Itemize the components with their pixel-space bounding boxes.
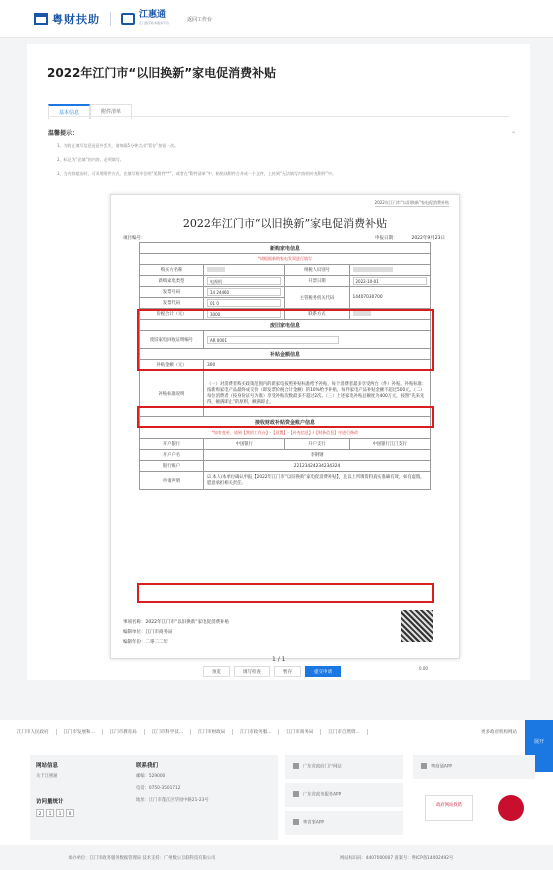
sponsor-text: 承办单位：江门市政务服务数据管理局 技术支持：广州数公互联科技有限公司 xyxy=(68,856,216,861)
old-cert-label: 废旧家电回收证明编号 xyxy=(140,331,204,349)
account-no-label: 银行账户 xyxy=(140,461,204,472)
gov-link[interactable]: 江门市科学技... xyxy=(145,729,191,735)
contact-title: 联系我们 xyxy=(136,763,159,769)
gov-error-badge[interactable]: 政府网站找错 xyxy=(425,795,473,821)
apply-date: 2022年9月23日 xyxy=(411,236,445,241)
unit-name: 编制单位：江门市商务局 xyxy=(123,630,173,635)
amount-field: 300 xyxy=(204,360,431,371)
app-icon xyxy=(421,763,427,769)
gov-link[interactable]: 江门市政务服... xyxy=(233,729,279,735)
invoice-code-label: 发票代码 xyxy=(140,298,204,309)
zip: 邮编：529000 xyxy=(136,774,166,779)
page-title: 2022年江门市“以旧换新”家电促消费补贴 xyxy=(47,66,277,80)
building-icon xyxy=(34,13,48,25)
tip-item: 1、为防止填写信息因意外丢失，请每隔5分钟点击“暂存”按钮一次。 xyxy=(57,143,179,148)
portal-icon xyxy=(293,763,299,769)
about-link[interactable]: 关于江惠通 xyxy=(36,774,58,779)
preview-button[interactable]: 预览 xyxy=(203,666,230,677)
expand-button[interactable]: 展开 xyxy=(525,720,553,772)
declaration-checkbox[interactable]: ☑ 本人/本单位确认申报【2022年江门市“以旧换新”家电促消费补贴】，且以上所填资料真实准确有效，如有虚假，愿意承担相关责任。 xyxy=(204,472,431,490)
link-gd-portal[interactable]: 广东省政府门户网站 xyxy=(285,755,403,779)
gov-link[interactable]: 江门市自然资... xyxy=(321,729,367,735)
counter-digit: 1 xyxy=(56,809,64,817)
type-select[interactable]: 电视机 xyxy=(204,276,285,287)
address: 地址：江门市蓬江区华园中路21-23号 xyxy=(136,798,209,803)
doc-header: 2022年江门市“以旧换新”家电促消费补贴 xyxy=(374,200,449,205)
section-amount: 补贴金额信息 xyxy=(140,349,431,360)
declaration-label: 申请声明 xyxy=(140,472,204,490)
total-label: 价税合计（元） xyxy=(140,309,204,320)
amount-label: 补贴金额（元） xyxy=(140,360,204,371)
app-icon xyxy=(293,791,299,797)
account-name-value: 李钢钢 xyxy=(204,450,431,461)
gov-link[interactable]: 江门市商务局 xyxy=(279,729,321,735)
taxpayer-field[interactable] xyxy=(349,265,431,276)
redacted xyxy=(353,267,393,272)
project-no-label: 项目编号： xyxy=(123,236,146,241)
link-ysx[interactable]: 粤省事APP xyxy=(285,811,403,835)
divider xyxy=(110,12,111,26)
doc-title: 2022年江门市“以旧换新”家电促消费补贴 xyxy=(182,217,388,230)
tip-item: 3、当内容超出时，可采用附件方式，在填写框中注明“见附件**”，或者在“附件清单”中，粘贴该附件合并成一个文件，上传到“无法填写内容的补充附件”中。 xyxy=(57,171,336,176)
highlight-box xyxy=(137,309,434,371)
tab-attachments[interactable]: 附件清单 xyxy=(90,104,132,119)
brand-name: 粤财扶助 xyxy=(52,13,100,26)
counter-digit: 1 xyxy=(46,809,54,817)
section-bank: 接收财政补贴资金账户信息 xyxy=(140,417,431,428)
visit-counter xyxy=(36,809,124,817)
branch-value: 中国银行江门支行 xyxy=(349,439,431,450)
section-new: 新购家电信息 xyxy=(140,243,431,254)
invoice-no-field[interactable]: 14 24460 xyxy=(204,287,285,298)
doc-meta xyxy=(123,235,445,241)
phone: 电话：0750-3501712 xyxy=(136,786,181,791)
tips-list xyxy=(57,139,336,181)
jht-logo-icon xyxy=(121,13,135,25)
tip-item: 2、标记为“必填”的内容，必须填写。 xyxy=(57,157,124,162)
link-gd-app[interactable]: 广东省政务服务APP xyxy=(285,783,403,807)
visit-stat-title: 访问量统计 xyxy=(36,799,64,805)
gov-link[interactable]: 江门市发展和... xyxy=(57,729,103,735)
save-draft-button[interactable]: 暂存 xyxy=(274,666,301,677)
type-label: 新购家电类型 xyxy=(140,276,204,287)
redacted xyxy=(207,267,225,272)
standard-label: 补贴标准说明 xyxy=(140,371,204,417)
qr-code xyxy=(401,610,433,642)
invoice-code-field[interactable]: 01 0 xyxy=(204,298,285,309)
highlight-box xyxy=(137,583,434,603)
chevron-down-icon[interactable]: ⌄ xyxy=(510,128,516,135)
action-bar xyxy=(203,666,341,677)
gov-link[interactable]: 江门市财政局 xyxy=(191,729,233,735)
emblem-icon xyxy=(498,795,524,821)
site-info-title: 网站信息 xyxy=(36,763,59,769)
warn-new: *请根据新购家电发票进行填写 xyxy=(140,254,431,265)
bank-label: 开户银行 xyxy=(140,439,204,450)
site-info-box xyxy=(30,755,130,840)
counter-digit: 2 xyxy=(36,809,44,817)
submit-button[interactable]: 提交申请 xyxy=(305,666,341,677)
pager: 1 / 1 xyxy=(272,656,286,663)
account-name-label: 开户户名 xyxy=(140,450,204,461)
total-field[interactable]: 3000 xyxy=(204,309,285,320)
contact-label: 联系方式 xyxy=(285,309,349,320)
apply-date-label: 申报日期： xyxy=(374,236,398,241)
link-yst[interactable]: 粤商通APP xyxy=(413,755,535,779)
bank-value: 中国银行 xyxy=(204,439,285,450)
gov-link[interactable]: 江门市教育局 xyxy=(103,729,145,735)
counter-digit: 0 xyxy=(66,809,74,817)
invoice-date-field[interactable]: 2022-10-01 xyxy=(349,276,431,287)
buyer-label: 购买方名称 xyxy=(140,265,204,276)
account-no-value: 22123424234234324 xyxy=(204,461,431,472)
check-button[interactable]: 填写检查 xyxy=(234,666,270,677)
highlight-box xyxy=(137,406,434,428)
taxpayer-label: 纳税人识别号 xyxy=(285,265,349,276)
old-cert-field[interactable]: AR 0001 xyxy=(204,331,431,349)
return-workbench-link[interactable]: 返回工作台 xyxy=(187,16,213,23)
divider xyxy=(48,116,510,117)
icp-text: 网站标识码：4407000007 备案号：粤ICP备14002492号 xyxy=(340,856,454,861)
gov-link[interactable]: 江门市人民政府 xyxy=(10,729,57,735)
contact-box xyxy=(130,755,278,840)
brand2: 江惠通 江门数字政务服务平台 xyxy=(139,10,170,25)
tips-title: 温馨提示： xyxy=(48,130,79,137)
more-gov-link[interactable]: 更多政府机构网站 xyxy=(481,730,517,735)
tax-org-label: 主管税务机关代码 xyxy=(285,287,349,309)
section-old: 废旧家电信息 xyxy=(140,320,431,331)
main-card xyxy=(27,44,530,680)
gov-links xyxy=(10,729,368,735)
year: 编制年份：二零二二年 xyxy=(123,640,168,645)
zoom-level: 0.00 xyxy=(419,666,428,671)
warn-bank: *如有变更，请到【我的工作台】-【设置】-【补充信息】/【财务信息】中进行修改 xyxy=(140,428,431,439)
bottom-bar xyxy=(0,845,553,870)
tab-basic-info[interactable]: 基本信息 xyxy=(48,104,90,119)
doc-footer xyxy=(123,618,229,648)
buyer-field[interactable] xyxy=(204,265,285,276)
top-bar xyxy=(0,0,553,38)
invoice-no-label: 发票号码 xyxy=(140,287,204,298)
branch-label: 开户支行 xyxy=(285,439,349,450)
item-name: 事项名称：2022年江门市“以旧换新”家电促消费补贴 xyxy=(123,620,230,625)
app-icon xyxy=(293,819,299,825)
tax-org-field[interactable]: 14407030700 xyxy=(349,287,431,309)
invoice-date-label: 开票日期 xyxy=(285,276,349,287)
brand xyxy=(34,11,212,27)
standard-text: （一）对消费者购买政策范围内的新家电按照补贴标准给予补贴，每个消费者最多享受两台（件）补贴。补贴标准：按新购家电产品最终成交价（即发票价税合计金额）的10%给予补贴，每件家电产品补贴金额不超过500元。（二）每位消费者（按身份证号为准）享受补贴次数最多不超过2次。（三）上述家电补贴总额度为400万元，按照“先来先得，额满即止”的原则，额满即止。 xyxy=(204,371,431,417)
